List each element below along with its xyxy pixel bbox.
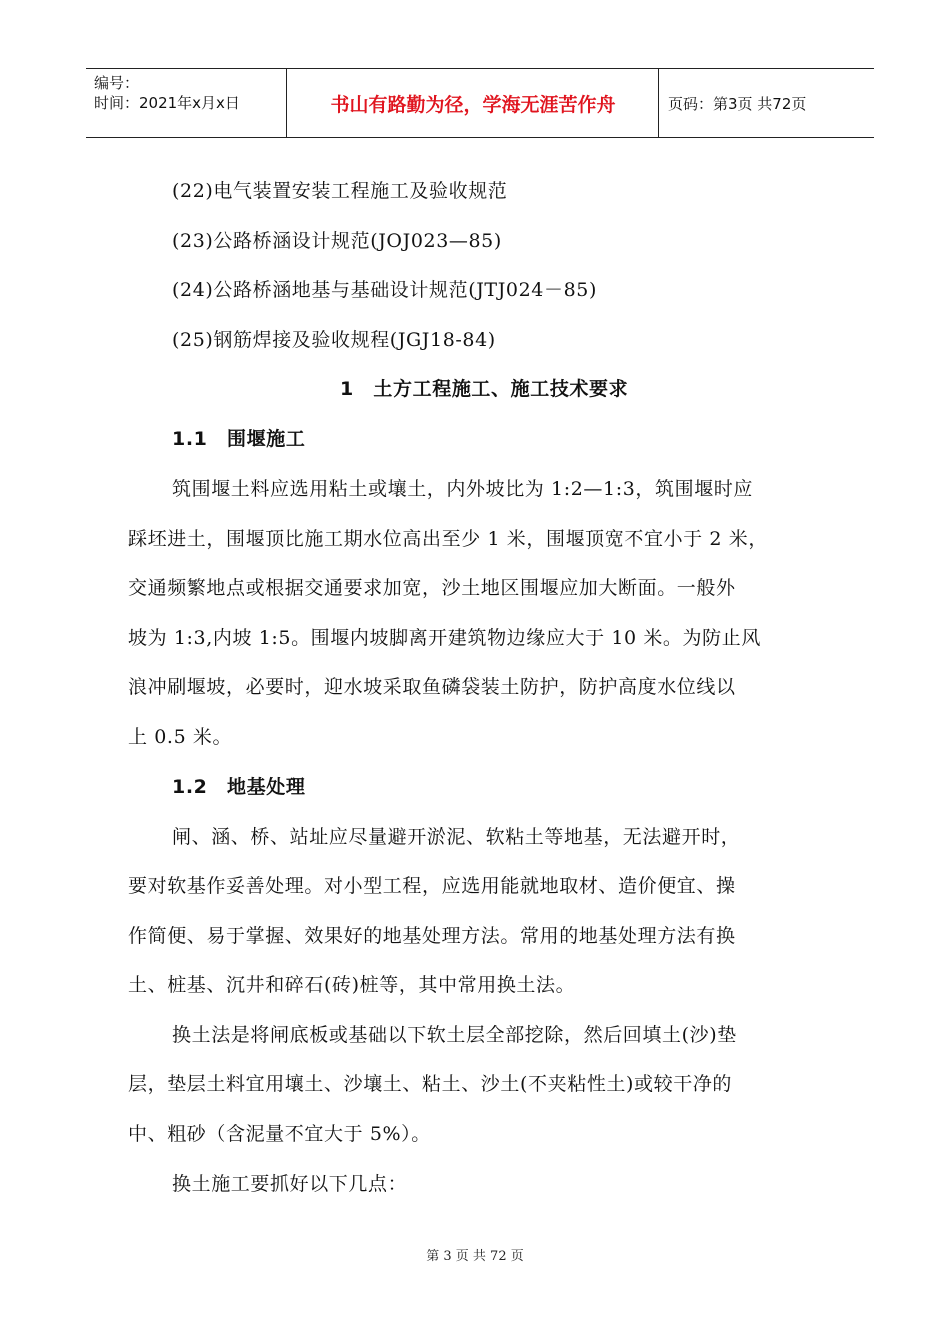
page-header [86,68,874,138]
paragraph-line: 要对软基作妥善处理。对小型工程，应选用能就地取材、造价便宜、操 [128,875,736,897]
paragraph-line: 坡为 1:3,内坡 1:5。围堰内坡脚离开建筑物边缘应大于 10 米。为防止风 [128,627,761,649]
paragraph-line: 闸、涵、桥、站址应尽量避开淤泥、软粘土等地基，无法避开时， [172,826,741,848]
paragraph-line: 踩坯进土，围堰顶比施工期水位高出至少 1 米，围堰顶宽不宜小于 2 米， [128,528,768,550]
reference-item: (22)电气装置安装工程施工及验收规范 [172,180,508,202]
paragraph-line: 浪冲刷堰坡，必要时，迎水坡采取鱼磷袋装土防护，防护高度水位线以 [128,676,736,698]
paragraph-line: 换土施工要抓好以下几点： [172,1173,408,1195]
paragraph-line: 上 0.5 米。 [128,726,233,748]
header-divider [658,69,659,137]
chapter-title: 1 土方工程施工、施工技术要求 [340,378,629,400]
reference-item: (24)公路桥涵地基与基础设计规范(JTJ024－85) [172,279,597,301]
paragraph-line: 作简便、易于掌握、效果好的地基处理方法。常用的地基处理方法有换 [128,925,736,947]
header-page-code: 页码：第3页 共72页 [668,94,807,113]
paragraph-line: 换土法是将闸底板或基础以下软土层全部挖除，然后回填土(沙)垫 [172,1024,737,1046]
section-title: 1.1 围堰施工 [172,428,306,450]
paragraph-line: 筑围堰土料应选用粘土或壤土，内外坡比为 1:2—1:3，筑围堰时应 [172,478,753,500]
number-label: 编号： [94,74,140,92]
paragraph-line: 中、粗砂（含泥量不宜大于 5%）。 [128,1123,431,1145]
reference-item: (25)钢筋焊接及验收规程(JGJ18-84) [172,329,496,351]
paragraph-line: 层，垫层土料宜用壤土、沙壤土、粘土、沙土(不夹粘性土)或较干净的 [128,1073,733,1095]
reference-item: (23)公路桥涵设计规范(JOJ023—85) [172,230,502,252]
time-label: 时间：2021年x月x日 [94,94,240,112]
header-divider [286,69,287,137]
header-meta [94,73,284,113]
page-footer: 第 3 页 共 72 页 [426,1249,524,1264]
section-title: 1.2 地基处理 [172,776,306,798]
paragraph-line: 交通频繁地点或根据交通要求加宽，沙土地区围堰应加大断面。一般外 [128,577,736,599]
paragraph-line: 土、桩基、沉井和碎石(砖)桩等，其中常用换土法。 [128,974,576,996]
header-motto: 书山有路勤为径，学海无涯苦作舟 [330,93,616,116]
